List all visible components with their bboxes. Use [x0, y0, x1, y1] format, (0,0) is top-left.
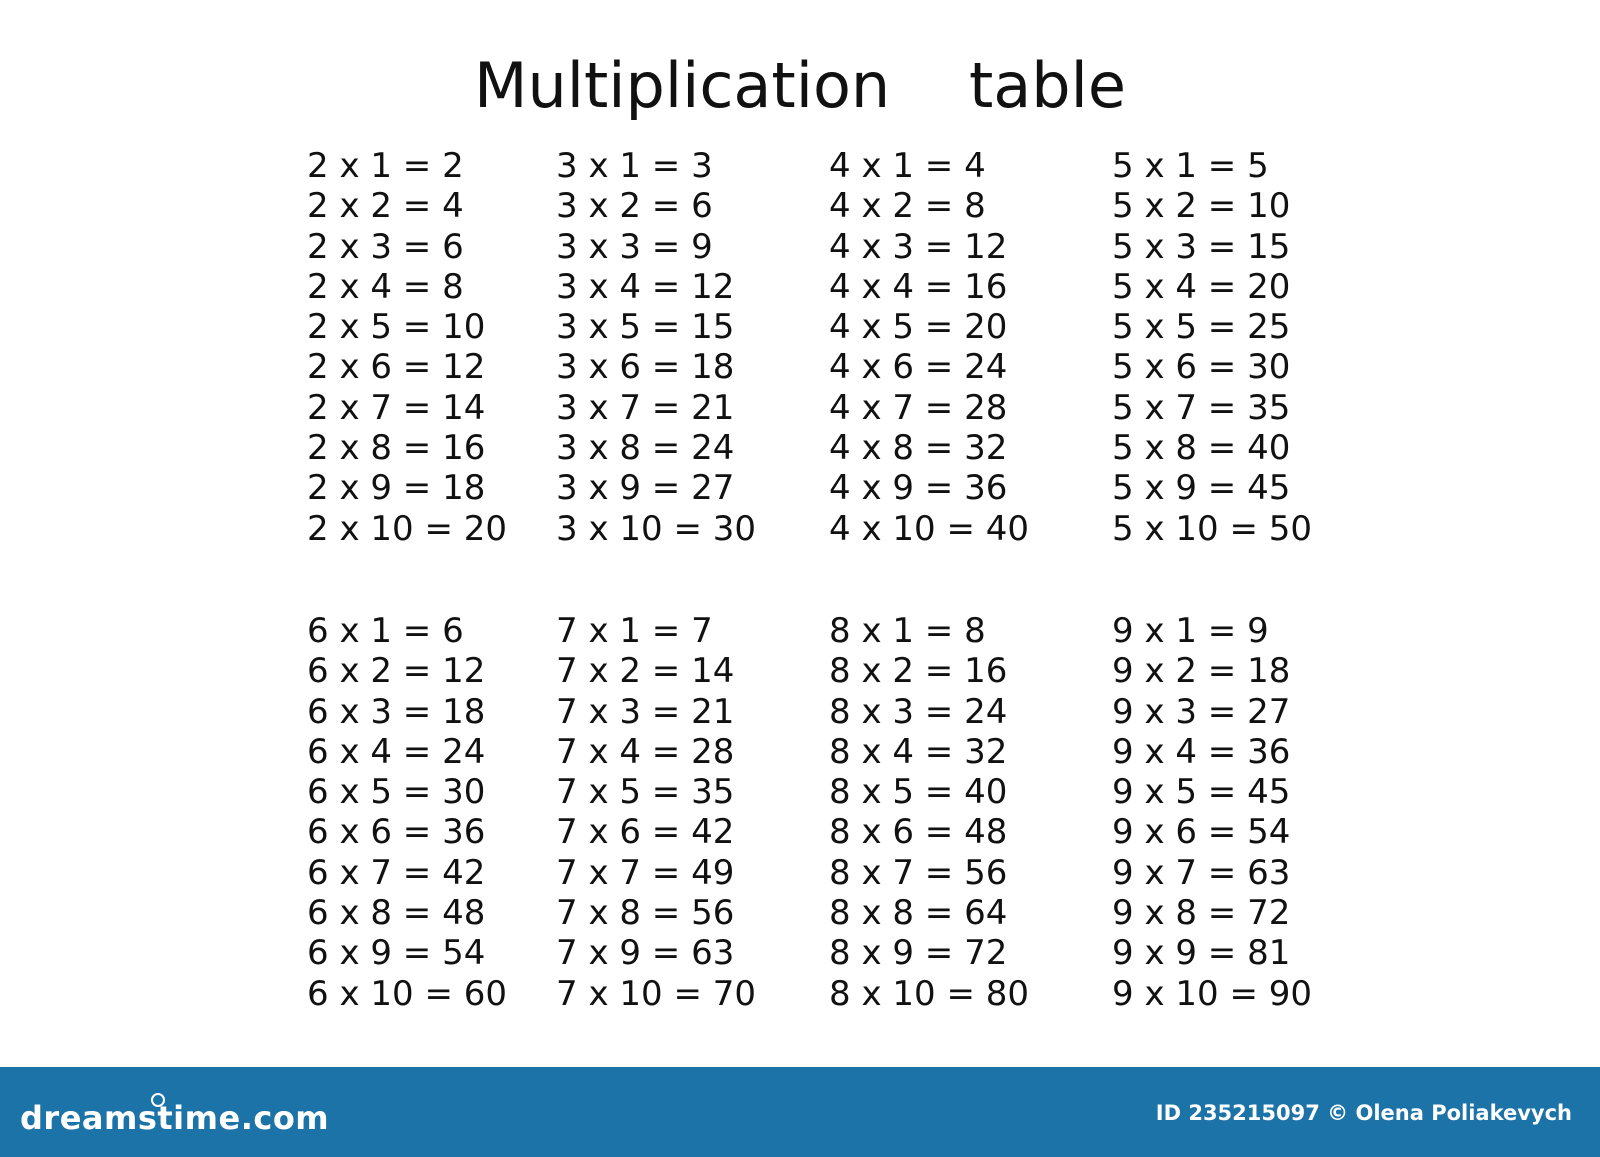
equation: 6 x 2 = 12 [307, 651, 486, 692]
equation: 4 x 10 = 40 [829, 508, 1029, 549]
equation: 4 x 4 = 16 [829, 266, 1008, 307]
equation: 5 x 3 = 15 [1112, 226, 1291, 267]
equation: 3 x 2 = 6 [556, 186, 713, 227]
equation: 8 x 2 = 16 [829, 651, 1008, 692]
image-credit: ID 235215097 © Olena Poliakevych [1155, 1101, 1572, 1125]
equation: 4 x 3 = 12 [829, 226, 1008, 267]
times-table-4 [829, 146, 1029, 549]
equation: 7 x 6 = 42 [556, 812, 735, 853]
equation: 6 x 5 = 30 [307, 772, 486, 813]
equation: 7 x 1 = 7 [556, 611, 713, 651]
equation: 5 x 4 = 20 [1112, 266, 1291, 307]
equation: 7 x 3 = 21 [556, 691, 735, 732]
equation: 6 x 6 = 36 [307, 812, 486, 853]
equation: 5 x 9 = 45 [1112, 468, 1291, 509]
equation: 7 x 4 = 28 [556, 731, 735, 772]
equation: 8 x 3 = 24 [829, 691, 1008, 732]
equation: 5 x 2 = 10 [1112, 186, 1291, 227]
equation: 4 x 6 = 24 [829, 347, 1008, 388]
equation: 7 x 10 = 70 [556, 973, 756, 1014]
equation: 3 x 1 = 3 [556, 146, 713, 186]
equation: 8 x 6 = 48 [829, 812, 1008, 853]
equation: 9 x 7 = 63 [1112, 852, 1291, 893]
equation: 9 x 2 = 18 [1112, 651, 1291, 692]
times-table-8 [829, 611, 1029, 1014]
equation: 8 x 5 = 40 [829, 772, 1008, 813]
equation: 2 x 10 = 20 [307, 508, 507, 549]
logo-swirl-icon [151, 1093, 165, 1107]
times-table-6 [307, 611, 507, 1014]
equation: 5 x 7 = 35 [1112, 387, 1291, 428]
equation: 6 x 4 = 24 [307, 731, 486, 772]
equation: 7 x 5 = 35 [556, 772, 735, 813]
equation: 2 x 9 = 18 [307, 468, 486, 509]
equation: 5 x 1 = 5 [1112, 146, 1269, 186]
equation: 2 x 1 = 2 [307, 146, 464, 186]
equation: 6 x 10 = 60 [307, 973, 507, 1014]
equation: 9 x 1 = 9 [1112, 611, 1269, 651]
equation: 3 x 6 = 18 [556, 347, 735, 388]
equation: 3 x 8 = 24 [556, 428, 735, 469]
times-table-9 [1112, 611, 1312, 1014]
equation: 7 x 2 = 14 [556, 651, 735, 692]
times-table-3 [556, 146, 756, 549]
equation: 4 x 8 = 32 [829, 428, 1008, 469]
equation: 9 x 10 = 90 [1112, 973, 1312, 1014]
equation: 4 x 2 = 8 [829, 186, 986, 227]
equation: 3 x 4 = 12 [556, 266, 735, 307]
equation: 3 x 9 = 27 [556, 468, 735, 509]
equation: 2 x 3 = 6 [307, 226, 464, 267]
equation: 2 x 6 = 12 [307, 347, 486, 388]
equation: 7 x 7 = 49 [556, 852, 735, 893]
equation: 7 x 8 = 56 [556, 893, 735, 934]
equation: 8 x 10 = 80 [829, 973, 1029, 1014]
page-title: Multiplication table [473, 49, 1127, 122]
equation: 9 x 9 = 81 [1112, 933, 1291, 974]
equation: 5 x 6 = 30 [1112, 347, 1291, 388]
equation: 4 x 1 = 4 [829, 146, 986, 186]
equation: 6 x 1 = 6 [307, 611, 464, 651]
equation: 9 x 6 = 54 [1112, 812, 1291, 853]
equation: 3 x 5 = 15 [556, 307, 735, 348]
equation: 6 x 9 = 54 [307, 933, 486, 974]
equation: 9 x 5 = 45 [1112, 772, 1291, 813]
equation: 4 x 5 = 20 [829, 307, 1008, 348]
equation: 2 x 4 = 8 [307, 266, 464, 307]
equation: 4 x 7 = 28 [829, 387, 1008, 428]
equation: 5 x 10 = 50 [1112, 508, 1312, 549]
equation: 5 x 8 = 40 [1112, 428, 1291, 469]
equation: 2 x 7 = 14 [307, 387, 486, 428]
equation: 9 x 3 = 27 [1112, 691, 1291, 732]
equation: 2 x 5 = 10 [307, 307, 486, 348]
equation: 6 x 8 = 48 [307, 893, 486, 934]
times-table-7 [556, 611, 756, 1014]
equation: 4 x 9 = 36 [829, 468, 1008, 509]
equation: 6 x 7 = 42 [307, 852, 486, 893]
equation: 2 x 2 = 4 [307, 186, 464, 227]
equation: 8 x 8 = 64 [829, 893, 1008, 934]
watermark-footer-bar [0, 1067, 1600, 1157]
times-table-5 [1112, 146, 1312, 549]
equation: 5 x 5 = 25 [1112, 307, 1291, 348]
equation: 2 x 8 = 16 [307, 428, 486, 469]
equation: 6 x 3 = 18 [307, 691, 486, 732]
equation: 9 x 4 = 36 [1112, 731, 1291, 772]
equation: 8 x 1 = 8 [829, 611, 986, 651]
equation: 3 x 3 = 9 [556, 226, 713, 267]
equation: 8 x 7 = 56 [829, 852, 1008, 893]
brand-logo-text: dreamstime.com [20, 1099, 330, 1137]
equation: 8 x 4 = 32 [829, 731, 1008, 772]
equation: 8 x 9 = 72 [829, 933, 1008, 974]
times-table-2 [307, 146, 507, 549]
equation: 9 x 8 = 72 [1112, 893, 1291, 934]
equation: 3 x 7 = 21 [556, 387, 735, 428]
equation: 3 x 10 = 30 [556, 508, 756, 549]
equation: 7 x 9 = 63 [556, 933, 735, 974]
